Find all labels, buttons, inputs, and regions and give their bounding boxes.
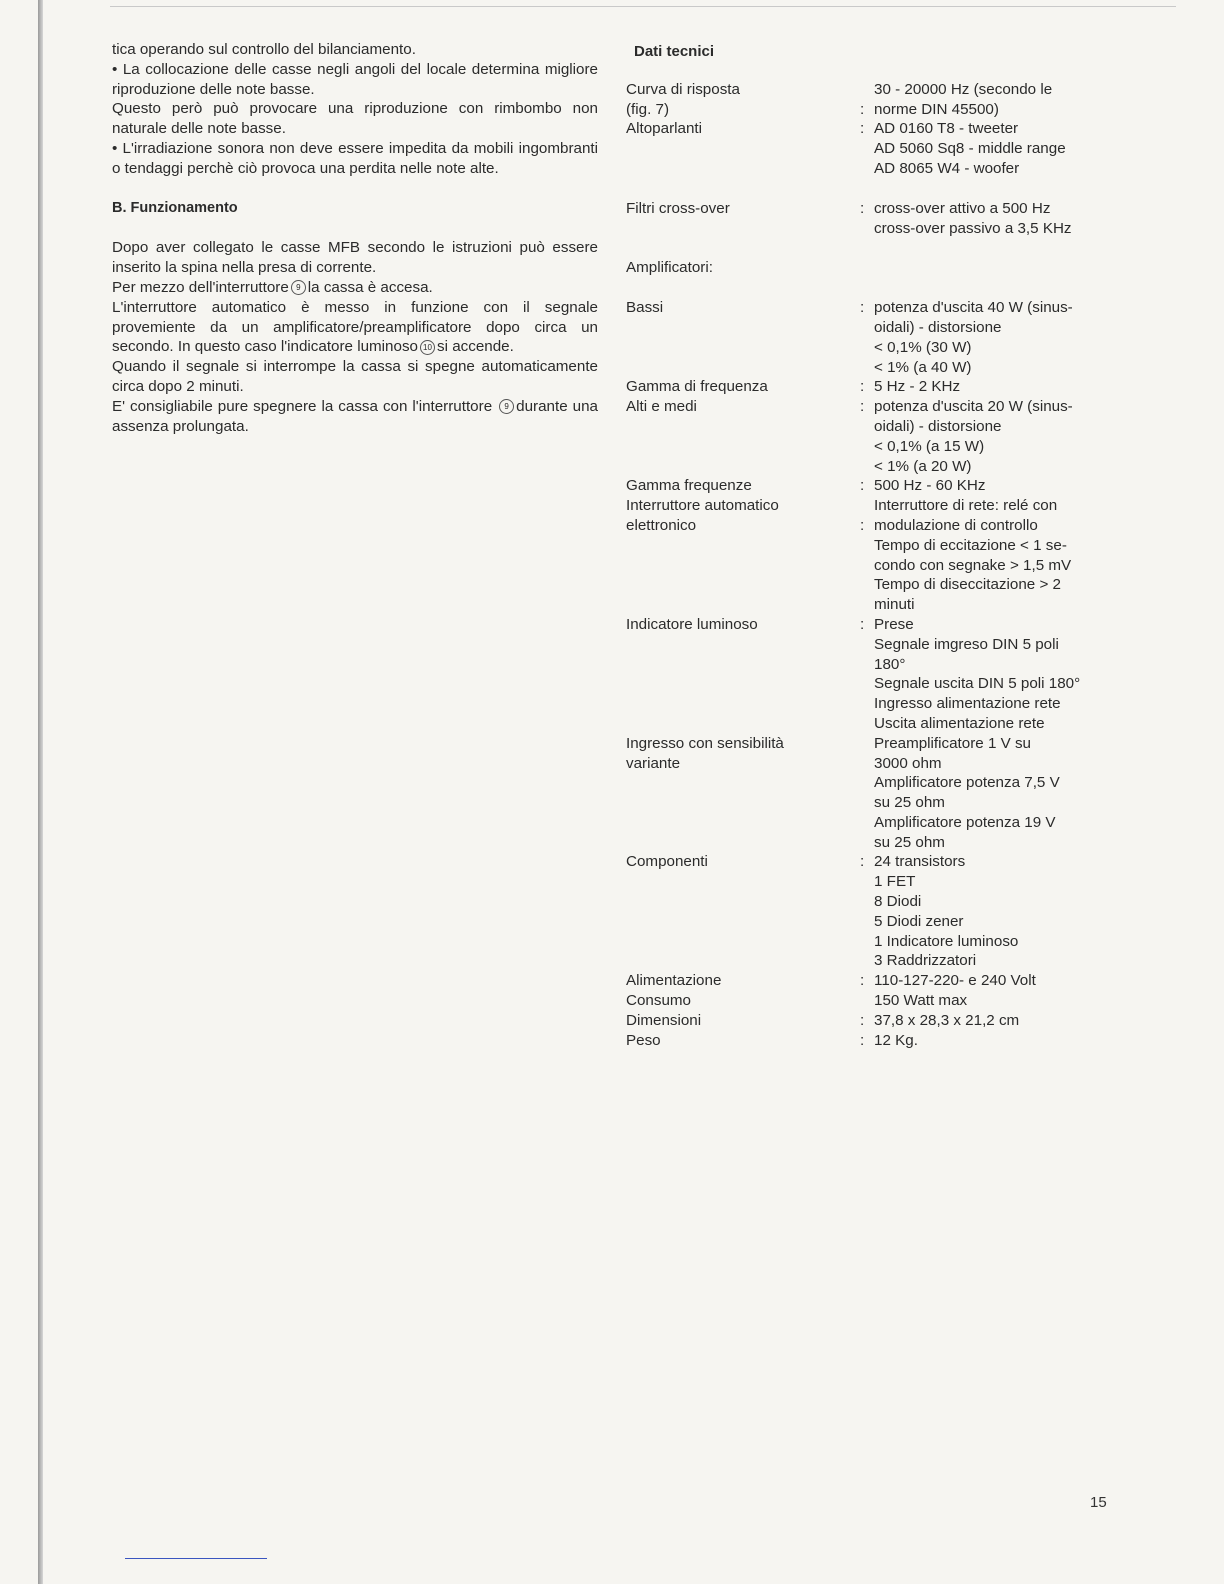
spec-label-line: Amplificatori: [626,259,713,277]
spec-value-line: 500 Hz - 60 KHz [874,477,986,495]
binding-spine [38,0,43,1584]
spec-value-line: AD 8065 W4 - woofer [874,159,1020,177]
spec-label-line: Altoparlanti [626,120,702,138]
spec-value [874,199,1126,239]
intro-line-rimbombo: Questo però può provocare una riproduzione con rimbombo non naturale delle note basse. [112,100,598,138]
spec-value-line: su 25 ohm [874,833,945,851]
paragraph-interruttore: Per mezzo dell'interruttore 9 la cassa è accesa. [112,278,433,296]
spec-value-line: 8 Diodi [874,893,922,911]
spec-value-line: AD 0160 T8 - tweeter [874,120,1019,138]
spec-value-line: Segnale imgreso DIN 5 poli [874,635,1059,653]
spec-row [626,377,1126,476]
spec-colon [860,258,874,278]
paragraph-automatico: L'interruttore automatico è messo in funzione con il segnale provemiente da un amplificatore/preamplificatore dopo circa un secondo. In questo caso l'indicatore luminoso 10 si accende. [112,298,598,356]
spec-label-line: variante [626,754,681,772]
paragraph-spegnimento: Quando il segnale si interrompe la cassa si spegne automaticamente circa dopo 2 minuti. [112,358,598,395]
spec-label-line: Gamma frequenze [626,477,752,495]
spec-value-line: < 0,1% (a 15 W) [874,437,985,455]
spec-value-line: < 1% (a 40 W) [874,358,972,376]
spec-value-line: Amplificatore potenza 7,5 V [874,774,1060,792]
intro-line-1: tica operando sul controllo del bilanciamento. [112,41,416,58]
spec-label [626,615,860,734]
spec-row [626,852,1126,971]
spec-value-line: 5 Hz - 2 KHz [874,378,961,396]
spec-colon [860,734,874,853]
spec-value [874,734,1126,853]
switch-number-icon: 9 [499,399,514,414]
bottom-edge-line [125,1558,267,1559]
spec-value-line: Prese [874,615,914,633]
spec-value-line: Preamplificatore 1 V su [874,734,1032,752]
page-number: 15 [1090,1494,1107,1511]
spec-label [626,852,860,971]
spec-label-line: Alti e medi [626,398,697,416]
spec-row [626,80,1126,120]
spec-value-line [874,258,1126,278]
spec-label-line: Interruttore automatico [626,497,779,515]
spec-row [626,615,1126,734]
spec-label-line: Peso [626,1031,661,1049]
paragraph-consiglio: E' consigliabile pure spegnere la cassa con l'interruttore 9 durante una assenza prolungata. [112,397,598,435]
spec-label [626,971,860,1050]
spec-value-line: potenza d'uscita 40 W (sinus- [874,299,1073,317]
spec-label-line: Curva di risposta [626,80,740,98]
spec-value-line: oidali) - distorsione [874,318,1002,336]
spec-value-line: 150 Watt max [874,992,968,1010]
spec-value-line: < 1% (a 20 W) [874,457,972,475]
spec-label-line: Componenti [626,853,708,871]
spec-value-line: modulazione di controllo [874,516,1038,534]
spec-value-line: 3000 ohm [874,754,942,772]
spec-row [626,298,1126,377]
spec-value-line: norme DIN 45500) [874,100,999,118]
spec-label [626,298,860,377]
spec-row [626,476,1126,615]
spec-label-line: Alimentazione [626,972,722,990]
spec-value-line: 1 FET [874,873,916,891]
spec-label [626,476,860,615]
spec-colon: : : : [860,972,865,1049]
spec-row [626,119,1126,178]
spec-value-line: oidali) - distorsione [874,417,1002,435]
spec-label [626,258,860,278]
spec-value-line: Amplificatore potenza 19 V [874,813,1056,831]
spec-value [874,615,1126,734]
spec-label [626,734,860,853]
spec-value [874,258,1126,278]
indicator-number-icon: 10 [420,340,435,355]
spec-label-line: Ingresso con sensibilità [626,734,784,752]
spec-value-line: Segnale uscita DIN 5 poli 180° [874,675,1081,693]
spec-label-line: Bassi [626,299,664,317]
spec-label [626,119,860,178]
paragraph-collegamento: Dopo aver collegato le casse MFB secondo le istruzioni può essere inserito la spina nella presa di corrente. [112,239,598,277]
intro-bullet-corners: • La collocazione delle casse negli angoli del locale determina migliore riproduzione delle note basse. [112,60,598,98]
spec-value-line: 30 - 20000 Hz (secondo le [874,80,1053,98]
spec-label-line: Filtri cross-over [626,199,730,217]
spec-label [626,377,860,476]
specs-column [626,42,1126,1050]
spec-label-line: Consumo [626,992,691,1010]
spec-value-line: < 0,1% (30 W) [874,338,972,356]
left-column [112,40,598,436]
spec-label-line: (fig. 7) [626,100,670,118]
spec-value [874,852,1126,971]
spec-label [626,199,860,239]
spec-value-line: 110-127-220- e 240 Volt [874,972,1036,990]
spec-value-line: Tempo di eccitazione < 1 se- [874,536,1067,554]
spec-value [874,476,1126,615]
spec-value-line: cross-over passivo a 3,5 KHz [874,219,1072,237]
spec-value-line: 1 Indicatore luminoso [874,932,1019,950]
section-title: B. Funzionamento [112,199,238,216]
spec-value-line: potenza d'uscita 20 W (sinus- [874,398,1073,416]
spec-colon: : : [860,378,865,416]
intro-bullet-irradiazione: • L'irradiazione sonora non deve essere impedita da mobili ingombranti o tendaggi perchè ciò provoca una perdita nelle note alte. [112,139,598,177]
spec-colon: : [860,120,865,138]
spec-row [626,199,1126,239]
spec-value-line: cross-over attivo a 500 Hz [874,199,1051,217]
spec-value-line: 12 Kg. [874,1031,918,1049]
spec-label-line: Indicatore luminoso [626,615,758,633]
spec-value-line: 24 transistors [874,853,966,871]
spec-value-line: 5 Diodi zener [874,912,964,930]
spec-colon: : [860,615,865,633]
spec-value [874,971,1126,1050]
spec-value-line: Interruttore di rete: relé con [874,497,1058,515]
spec-value [874,80,1126,120]
spec-label-line: elettronico [626,516,697,534]
spec-colon: : [860,853,865,871]
specs-table [626,80,1126,1051]
spec-value-line: Tempo di diseccitazione > 2 [874,576,1061,594]
switch-number-icon: 9 [291,280,306,295]
spec-label-line: Gamma di frequenza [626,378,768,396]
specs-title: Dati tecnici [634,43,715,60]
spec-row [626,734,1126,853]
spec-value-line: minuti [874,596,915,614]
spec-value-line: condo con segnake > 1,5 mV [874,556,1072,574]
spec-row [626,258,1126,278]
spec-value [874,298,1126,377]
spec-row [626,971,1126,1050]
spec-value [874,119,1126,178]
spec-value-line: 180° [874,655,906,673]
spec-colon: : : [860,477,865,534]
top-edge-line [110,6,1176,7]
spec-value-line: Ingresso alimentazione rete [874,695,1061,713]
spec-value-line: su 25 ohm [874,794,945,812]
spec-value-line: 3 Raddrizzatori [874,952,977,970]
spec-label [626,80,860,120]
spec-colon: : [860,100,865,118]
spec-colon: : [860,299,865,317]
spec-value [874,377,1126,476]
spec-value-line: AD 5060 Sq8 - middle range [874,140,1066,158]
spec-value-line: 37,8 x 28,3 x 21,2 cm [874,1011,1020,1029]
spec-value-line: Uscita alimentazione rete [874,714,1045,732]
spec-colon: : [860,199,865,217]
spec-label-line: Dimensioni [626,1011,702,1029]
